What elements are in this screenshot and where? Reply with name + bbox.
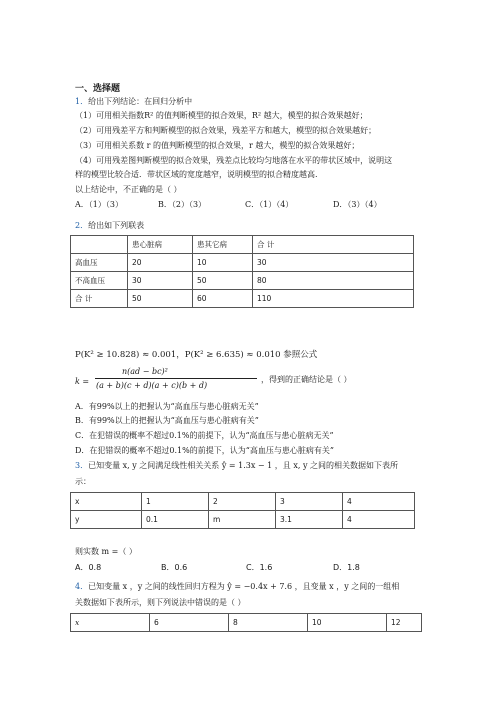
question-number: 1． — [75, 97, 89, 106]
table-cell: 3 — [276, 493, 343, 511]
table-cell: 8 — [229, 614, 308, 632]
q3-stem-line1: 3．已知变量 x, y 之间满足线性相关关系 ŷ = 1.3x − 1 ，且 x, y 之间的相关数据如下表所 — [75, 461, 399, 470]
table-row — [71, 290, 414, 308]
table-cell: 50 — [193, 272, 253, 290]
table-row — [71, 614, 422, 632]
table-cell: 患其它病 — [193, 236, 253, 254]
table-cell: 20 — [128, 254, 193, 272]
table-row — [71, 511, 415, 529]
q3-option-c: C．1.6 — [246, 563, 273, 572]
table-cell: x — [71, 614, 150, 632]
q2-stem: 2．给出如下列联表 — [75, 221, 145, 230]
q2-formula-lhs: k = — [75, 377, 90, 386]
q3-option-a: A．0.8 — [75, 563, 102, 572]
q2-formula-tail: ，得到的正确结论是（ ） — [261, 375, 352, 384]
table-cell — [71, 236, 128, 254]
q1-option-a: A．（1）（3） — [75, 200, 123, 209]
table-row — [71, 254, 414, 272]
q2-formula-numerator: n(ad − bc)² — [122, 367, 168, 376]
table-cell: 高血压 — [71, 254, 128, 272]
question-number: 3． — [75, 461, 89, 470]
table-cell: 110 — [253, 290, 414, 308]
question-number: 2． — [75, 221, 89, 230]
q2-option-c: C．在犯错误的概率不超过0.1%的前提下，认为“高血压与患心脏病无关” — [75, 431, 334, 440]
q4-stem-line2: 关数据如下表所示，则下列说法中错误的是（ ） — [75, 598, 246, 607]
q3-data-table — [70, 492, 415, 529]
table-cell: 80 — [253, 272, 414, 290]
table-cell: 患心脏病 — [128, 236, 193, 254]
q3-ask: 则实数 m =（ ） — [75, 547, 137, 556]
table-cell: 0.1 — [142, 511, 209, 529]
table-cell: 合 计 — [71, 290, 128, 308]
q3-option-b: B．0.6 — [161, 563, 188, 572]
table-row — [71, 272, 414, 290]
q2-option-d: D．在犯错误的概率不超过0.1%的前提下，认为“高血压与患心脏病有关” — [75, 446, 334, 455]
table-cell: 60 — [193, 290, 253, 308]
table-cell: 10 — [193, 254, 253, 272]
table-cell: 3.1 — [276, 511, 343, 529]
fraction-bar — [95, 378, 257, 379]
table-cell: 4 — [343, 511, 415, 529]
section-title: 一、选择题 — [75, 84, 121, 94]
table-cell: 30 — [253, 254, 414, 272]
table-cell: 1 — [142, 493, 209, 511]
table-cell: 4 — [343, 493, 415, 511]
q4-stem-line1: 4．已知变量 x ，y 之间的线性回归方程为 ŷ = −0.4x + 7.6 ，且变量 x ，y 之间的一组相 — [75, 582, 400, 591]
q2-option-b: B．有99%以上的把握认为“高血压与患心脏病有关” — [75, 416, 259, 425]
q1-item-2: （2）可用残差平方和判断模型的拟合效果，残差平方和越大，模型的拟合效果越好； — [75, 126, 377, 135]
table-cell: 6 — [150, 614, 229, 632]
table-cell: y — [71, 511, 142, 529]
q2-option-a: A．有99%以上的把握认为“高血压与患心脏病无关” — [75, 402, 259, 411]
q1-option-d: D．（3）（4） — [333, 200, 382, 209]
q1-stem: 1．给出下列结论：在回归分析中 — [75, 97, 193, 106]
table-row — [71, 236, 414, 254]
q1-item-1: （1）可用相关指数R² 的值判断模型的拟合效果，R² 越大，模型的拟合效果越好； — [75, 111, 368, 120]
q2-formula-denominator: (a + b)(c + d)(a + c)(b + d) — [96, 381, 208, 390]
table-cell: 12 — [387, 614, 422, 632]
table-cell: 30 — [128, 272, 193, 290]
table-cell: 50 — [128, 290, 193, 308]
q2-contingency-table — [70, 235, 414, 308]
q3-option-d: D．1.8 — [333, 563, 360, 572]
q1-item-3: （3）可用相关系数 r 的值判断模型的拟合效果，r 越大，模型的拟合效果越好； — [75, 141, 360, 150]
q1-item-4: （4）可用残差图判断模型的拟合效果，残差点比较均匀地落在水平的带状区域中，说明这 — [75, 156, 393, 165]
q1-ask: 以上结论中，不正确的是（ ） — [75, 185, 182, 194]
q4-data-table — [70, 613, 422, 632]
q1-item-5: 样的模型比较合适．带状区域的宽度越窄，说明模型的拟合精度越高. — [75, 170, 318, 179]
q3-stem-line2: 示： — [75, 477, 91, 486]
table-cell: x — [71, 493, 142, 511]
q1-option-c: C．（1）（4） — [245, 200, 294, 209]
table-cell: m — [209, 511, 276, 529]
question-number: 4． — [75, 582, 89, 591]
q2-probability-line: P(K² ≥ 10.828) ≈ 0.001，P(K² ≥ 6.635) ≈ 0.010 参照公式 — [75, 350, 318, 360]
table-cell: 不高血压 — [71, 272, 128, 290]
table-cell: 2 — [209, 493, 276, 511]
table-cell: 10 — [308, 614, 387, 632]
table-cell: 合 计 — [253, 236, 414, 254]
table-row — [71, 493, 415, 511]
q1-option-b: B．（2）（3） — [158, 200, 207, 209]
